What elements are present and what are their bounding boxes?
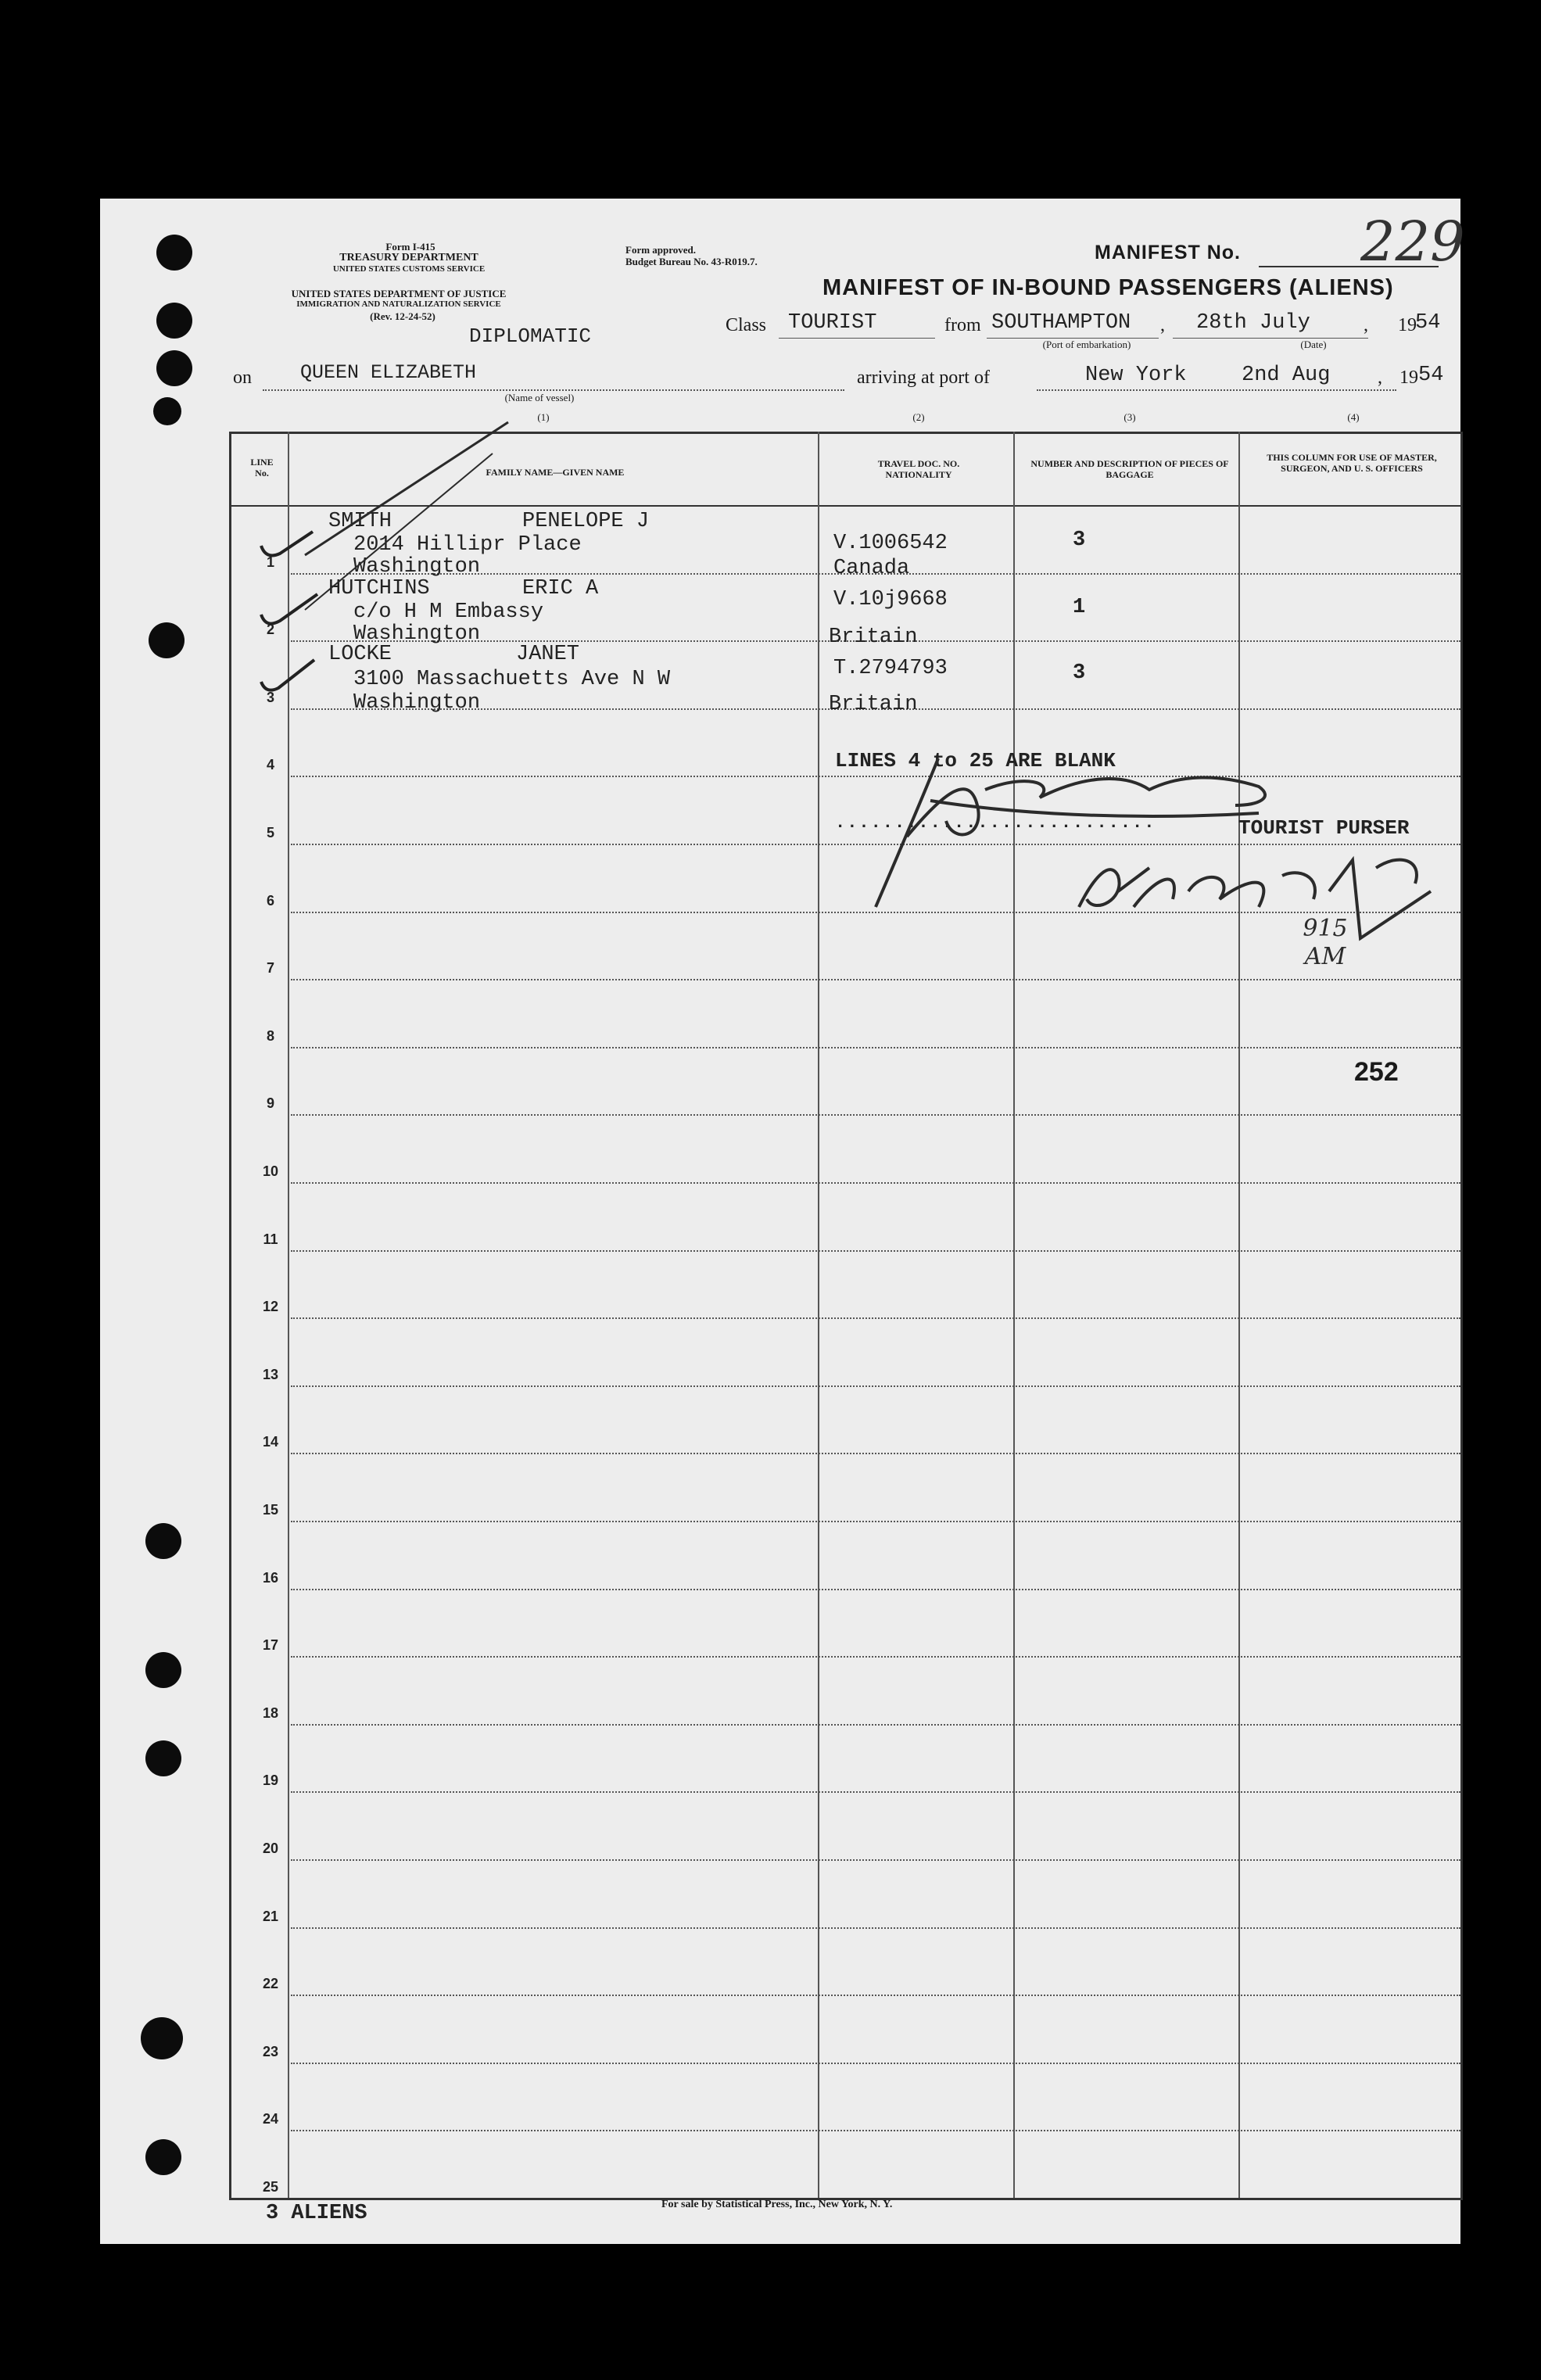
line-number: 10 <box>262 1163 279 1179</box>
col-marker-1: (1) <box>537 411 550 423</box>
aliens-total: 3 ALIENS <box>266 2202 367 2225</box>
address-line: c/o H M Embassy <box>353 600 544 624</box>
col-marker-4: (4) <box>1347 411 1360 423</box>
given-name: JANET <box>516 643 580 666</box>
nationality: Britain <box>829 693 918 716</box>
ins-service: IMMIGRATION AND NATURALIZATION SERVICE <box>296 299 501 309</box>
header-family-name: FAMILY NAME—GIVEN NAME <box>486 467 625 478</box>
travel-doc-no: V.10j9668 <box>833 588 948 611</box>
row-rule <box>291 1114 1460 1116</box>
address-line: 2014 Hillipr Place <box>353 533 582 557</box>
binder-hole <box>153 397 181 425</box>
strike-line <box>305 407 774 641</box>
budget-bureau: Budget Bureau No. 43-R019.7. <box>625 256 758 267</box>
binder-hole <box>149 622 185 658</box>
class-label: Class <box>726 315 767 335</box>
binder-hole <box>145 1523 181 1559</box>
revision-date: (Rev. 12-24-52) <box>370 310 435 322</box>
row-rule <box>291 1995 1460 1996</box>
col-marker-2: (2) <box>912 411 925 423</box>
line-number: 21 <box>262 1908 279 1924</box>
from-value: SOUTHAMPTON <box>991 311 1131 335</box>
arrival-port: New York <box>1085 364 1187 387</box>
arrival-year: 54 <box>1418 364 1444 387</box>
form-number: Form I-415 <box>385 241 435 253</box>
line-number: 13 <box>262 1366 279 1382</box>
line-number: 25 <box>262 2179 279 2195</box>
binder-hole <box>156 303 192 339</box>
departure-year-prefix: 19 <box>1398 315 1417 335</box>
row-rule <box>291 1250 1460 1252</box>
family-name: LOCKE <box>328 643 392 666</box>
row-rule <box>291 1724 1460 1726</box>
line-number: 9 <box>266 1095 274 1112</box>
blank-lines-note: LINES 4 to 25 ARE BLANK <box>835 749 1116 772</box>
header-line-no: LINE No. <box>250 457 274 479</box>
arriving-label: arriving at port of <box>857 367 990 388</box>
line-number: 16 <box>262 1569 279 1586</box>
address-city: Washington <box>353 622 481 646</box>
justice-dept: UNITED STATES DEPARTMENT OF JUSTICE <box>291 288 507 299</box>
date-caption: (Date) <box>1300 339 1327 350</box>
header-travel-doc: TRAVEL DOC. NO. NATIONALITY <box>877 458 960 480</box>
family-name: HUTCHINS <box>328 577 430 600</box>
line-number: 1 <box>266 554 274 570</box>
line-number: 17 <box>262 1637 279 1654</box>
given-name: ERIC A <box>522 577 599 600</box>
address-city: Washington <box>353 691 481 715</box>
line-number: 19 <box>262 1772 279 1789</box>
line-number: 23 <box>262 2043 279 2059</box>
from-label: from <box>944 315 981 335</box>
travel-doc-no: V.1006542 <box>833 532 948 555</box>
departure-year: 54 <box>1415 311 1441 335</box>
given-name: PENELOPE J <box>522 510 650 533</box>
form-approved: Form approved. <box>625 244 697 256</box>
binder-hole <box>156 235 192 271</box>
manifest-title: MANIFEST OF IN-BOUND PASSENGERS (ALIENS) <box>822 275 1394 300</box>
row-rule <box>291 1385 1460 1387</box>
manifest-no-label: MANIFEST No. <box>1095 242 1241 263</box>
row-rule <box>291 1859 1460 1861</box>
address-line: 3100 Massachuetts Ave N W <box>353 668 671 691</box>
on-label: on <box>233 367 252 388</box>
vessel-name: QUEEN ELIZABETH <box>300 361 477 384</box>
row-rule <box>291 1927 1460 1929</box>
row-rule <box>291 1589 1460 1590</box>
line-number: 20 <box>262 1841 279 1856</box>
printer-credit: For sale by Statistical Press, Inc., New York, N. Y. <box>661 2199 893 2210</box>
line-number: 5 <box>266 825 274 841</box>
binder-hole <box>145 1652 181 1688</box>
line-number: 12 <box>262 1299 279 1315</box>
family-name: SMITH <box>328 510 392 533</box>
row-rule <box>291 1182 1460 1184</box>
row-rule <box>291 1791 1460 1793</box>
baggage-count: 3 <box>1073 661 1086 685</box>
line-number: 14 <box>262 1434 279 1450</box>
row-rule <box>291 1656 1460 1658</box>
treasury-dept: TREASURY DEPARTMENT <box>339 252 478 263</box>
line-number: 7 <box>266 960 274 977</box>
port-embarkation-caption: (Port of embarkation) <box>1042 339 1131 350</box>
purser-dots: ........................... <box>835 813 1156 833</box>
line-number: 6 <box>266 892 274 909</box>
line-number: 3 <box>266 689 274 705</box>
row-rule <box>291 2130 1460 2131</box>
binder-hole <box>145 2139 181 2175</box>
address-city: Washington <box>353 555 481 579</box>
vessel-name-caption: (Name of vessel) <box>504 392 575 403</box>
check-mark-icon <box>250 636 719 871</box>
row-rule <box>291 1453 1460 1454</box>
baggage-count: 3 <box>1073 529 1086 552</box>
binder-hole <box>156 350 192 386</box>
line-number: 24 <box>262 2111 279 2127</box>
line-number: 11 <box>263 1231 278 1247</box>
arrival-year-prefix: 19 <box>1399 367 1418 388</box>
stamp-number: 252 <box>1354 1057 1399 1087</box>
line-number: 4 <box>266 757 274 773</box>
line-number: 2 <box>266 622 274 638</box>
line-number: 8 <box>266 1027 274 1044</box>
time-note: 915 AM <box>1303 915 1348 970</box>
tourist-purser: TOURIST PURSER <box>1238 816 1410 840</box>
line-number: 18 <box>262 1704 279 1721</box>
binder-hole <box>145 1740 181 1776</box>
header-baggage: NUMBER AND DESCRIPTION OF PIECES OF BAGGAGE <box>1030 458 1229 480</box>
arrival-date: 2nd Aug <box>1242 364 1331 387</box>
nationality: Britain <box>829 625 918 649</box>
diplomatic-label: DIPLOMATIC <box>469 324 592 348</box>
col-marker-3: (3) <box>1123 411 1136 423</box>
customs-service: UNITED STATES CUSTOMS SERVICE <box>332 264 486 274</box>
travel-doc-no: T.2794793 <box>833 657 948 680</box>
row-rule <box>291 1317 1460 1319</box>
header-officers: THIS COLUMN FOR USE OF MASTER, SURGEON, AND U. S. OFFICERS <box>1267 452 1437 474</box>
line-number: 22 <box>262 1976 279 1992</box>
departure-date: 28th July <box>1196 311 1310 335</box>
baggage-count: 1 <box>1073 596 1086 619</box>
binder-hole <box>141 2017 183 2059</box>
row-rule <box>291 1521 1460 1522</box>
manifest-number: 229 <box>1360 210 1465 274</box>
nationality: Canada <box>833 557 910 580</box>
class-value: TOURIST <box>788 311 877 335</box>
row-rule <box>291 2063 1460 2064</box>
line-number: 15 <box>262 1502 279 1518</box>
